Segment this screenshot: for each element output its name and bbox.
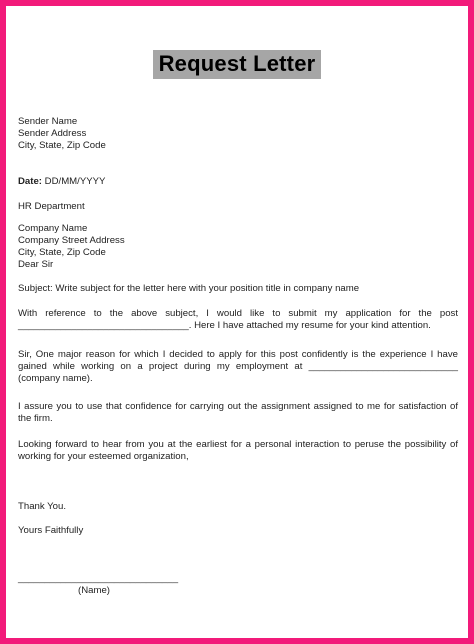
date-label: Date: [18,176,42,187]
recipient-block [18,201,458,213]
sign-off: Yours Faithfully [18,525,84,536]
paragraph-1: With reference to the above subject, I would like to submit my application for the post ________________________________. Here I have attached my resume for your kind attention. [18,308,458,331]
recipient-company-name: Company Name [18,223,88,234]
sender-city-state-zip: City, State, Zip Code [18,140,106,151]
recipient-address-block [18,223,458,271]
date-value: DD/MM/YYYY [42,176,106,187]
signature-line: ______________________________ [18,573,179,584]
date-line [18,176,458,188]
name-label: (Name) [78,585,110,596]
letter-title: Request Letter [153,50,322,79]
paragraph-4: Looking forward to hear from you at the earliest for a personal interaction to peruse the possibility of working for your esteemed organization, [18,439,458,462]
subject-block [18,283,458,295]
sender-block [18,116,458,152]
recipient-city-state-zip: City, State, Zip Code [18,247,106,258]
paragraph-3: I assure you to use that confidence for carrying out the assignment assigned to me for satisfaction of the firm. [18,401,458,424]
sign-off-block [18,525,458,537]
signature-block [18,573,458,597]
subject-line: Subject: Write subject for the letter here with your position title in company name [18,283,360,294]
recipient-department: HR Department [18,201,85,212]
letter-page [6,6,468,638]
paragraph-2: Sir, One major reason for which I decided to apply for this post confidently is the experience I have gained while working on a project during my employment at ____________________________ (company name). [18,349,458,384]
thank-you: Thank You. [18,501,67,512]
sender-address: Sender Address [18,128,87,139]
date-block [18,176,458,188]
thanks-block [18,501,458,513]
salutation: Dear Sir [18,259,54,270]
recipient-street-address: Company Street Address [18,235,125,246]
title-container [6,50,468,79]
sender-name: Sender Name [18,116,78,127]
